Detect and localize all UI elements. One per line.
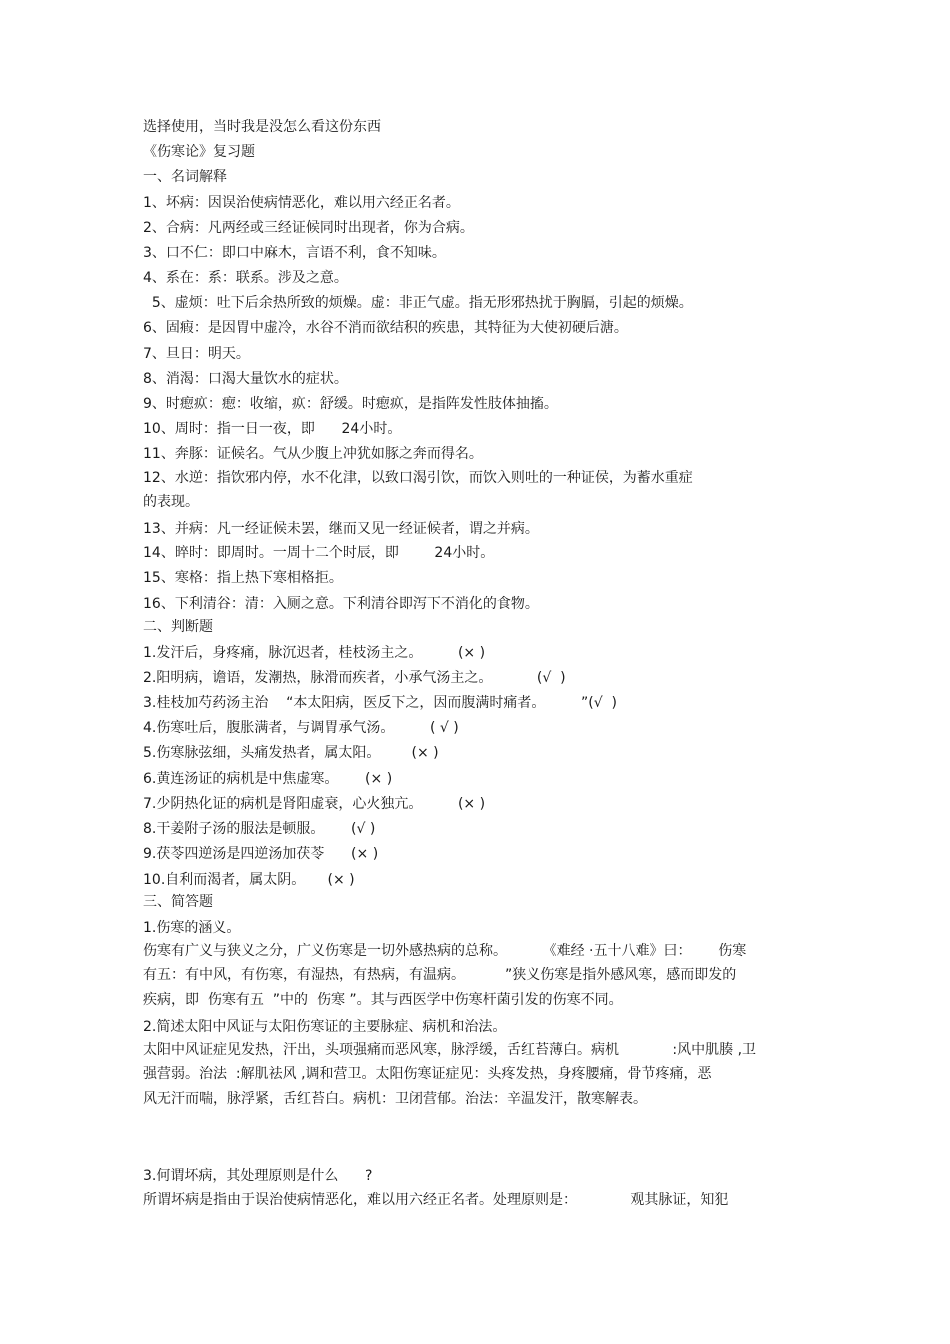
document-title: 《伤寒论》复习题 xyxy=(143,144,255,160)
answer-line: 所谓坏病是指由于误治使病情恶化，难以用六经正名者。处理原则是： 观其脉证，知犯 xyxy=(143,1192,729,1208)
answer-line: 疾病，即 伤寒有五 ”中的 伤寒 ”。其与西医学中伤寒杆菌引发的伤寒不同。 xyxy=(143,992,623,1008)
section-heading: 二、判断题 xyxy=(143,619,213,635)
term-item: 13、并病：凡一经证候未罢，继而又见一经证候者，谓之并病。 xyxy=(143,521,539,537)
judgment-item: 4.伤寒吐后，腹胀满者，与调胃承气汤。 ( √ ) xyxy=(143,720,459,736)
term-item: 4、系在：系：联系。涉及之意。 xyxy=(143,270,348,286)
term-item: 1、坏病：因误治使病情恶化，难以用六经正名者。 xyxy=(143,195,460,211)
judgment-item: 7.少阴热化证的病机是肾阳虚衰，心火独亢。 (× ) xyxy=(143,796,486,812)
judgment-item: 6.黄连汤证的病机是中焦虚寒。 (× ) xyxy=(143,771,393,787)
judgment-item: 5.伤寒脉弦细，头痛发热者，属太阳。 (× ) xyxy=(143,745,439,761)
term-item: 12、水逆：指饮邪内停，水不化津，以致口渴引饮，而饮入则吐的一种证侯，为蓄水重症 xyxy=(143,470,693,486)
judgment-item: 9.茯苓四逆汤是四逆汤加茯苓 (× ) xyxy=(143,846,379,862)
term-item: 15、寒格：指上热下寒相格拒。 xyxy=(143,570,343,586)
judgment-item: 1.发汗后，身疼痛，脉沉迟者，桂枝汤主之。 (× ) xyxy=(143,645,486,661)
section-heading: 三、简答题 xyxy=(143,894,213,910)
term-item: 7、旦日：明天。 xyxy=(143,346,250,362)
judgment-item: 10.自利而渴者，属太阴。 (× ) xyxy=(143,872,355,888)
intro-note: 选择使用，当时我是没怎么看这份东西 xyxy=(143,119,381,135)
term-item: 8、消渴：口渴大量饮水的症状。 xyxy=(143,371,348,387)
judgment-item: 2.阳明病，谵语，发潮热，脉滑而疾者，小承气汤主之。 (√ ) xyxy=(143,670,566,686)
section-heading: 一、名词解释 xyxy=(143,169,227,185)
answer-line: 伤寒有广义与狭义之分，广义伤寒是一切外感热病的总称。 《难经 ·五十八难》曰： 伤寒 xyxy=(143,943,747,959)
term-item: 10、周时：指一日一夜，即 24小时。 xyxy=(143,421,402,437)
term-item: 11、奔豚：证候名。气从少腹上冲犹如豚之奔而得名。 xyxy=(143,446,483,462)
answer-line: 风无汗而喘，脉浮紧，舌红苔白。病机：卫闭营郁。治法：辛温发汗，散寒解表。 xyxy=(143,1091,647,1107)
question-title: 2.简述太阳中风证与太阳伤寒证的主要脉症、病机和治法。 xyxy=(143,1019,507,1035)
term-item: 5、虚烦：吐下后余热所致的烦燥。虚：非正气虚。指无形邪热扰于胸膈，引起的烦燥。 xyxy=(143,295,693,311)
term-item: 16、下利清谷：清：入厕之意。下利清谷即泻下不消化的食物。 xyxy=(143,596,539,612)
term-item: 3、口不仁：即口中麻木，言语不利，食不知味。 xyxy=(143,245,446,261)
term-item: 6、固瘕：是因胃中虚冷，水谷不消而欲结积的疾患，其特征为大使初硬后溏。 xyxy=(143,320,628,336)
term-item-continuation: 的表现。 xyxy=(143,494,199,510)
judgment-item: 8.干姜附子汤的服法是顿服。 (√ ) xyxy=(143,821,376,837)
term-item: 14、晬时：即周时。一周十二个时辰，即 24小时。 xyxy=(143,545,495,561)
term-item: 9、时瘛疭：瘛：收缩，疭：舒缓。时瘛疭，是指阵发性肢体抽搐。 xyxy=(143,396,558,412)
answer-line: 强营弱。治法 :解肌祛风 ,调和营卫。太阳伤寒证症见：头疼发热，身疼腰痛，骨节疼痛，恶 xyxy=(143,1066,712,1082)
term-item: 2、合病：凡两经或三经证候同时出现者，你为合病。 xyxy=(143,220,474,236)
question-title: 1.伤寒的涵义。 xyxy=(143,920,241,936)
question-title: 3.何谓坏病，其处理原则是什么 ? xyxy=(143,1168,373,1184)
answer-line: 太阳中风证症见发热，汗出，头项强痛而恶风寒，脉浮缓，舌红苔薄白。病机 :风中肌腠 ,卫 xyxy=(143,1042,757,1058)
judgment-item: 3.桂枝加芍药汤主治 “本太阳病，医反下之，因而腹满时痛者。 ”(√ ) xyxy=(143,695,618,711)
answer-line: 有五：有中风，有伤寒，有湿热，有热病，有温病。 ”狭义伤寒是指外感风寒，感而即发的 xyxy=(143,967,737,983)
